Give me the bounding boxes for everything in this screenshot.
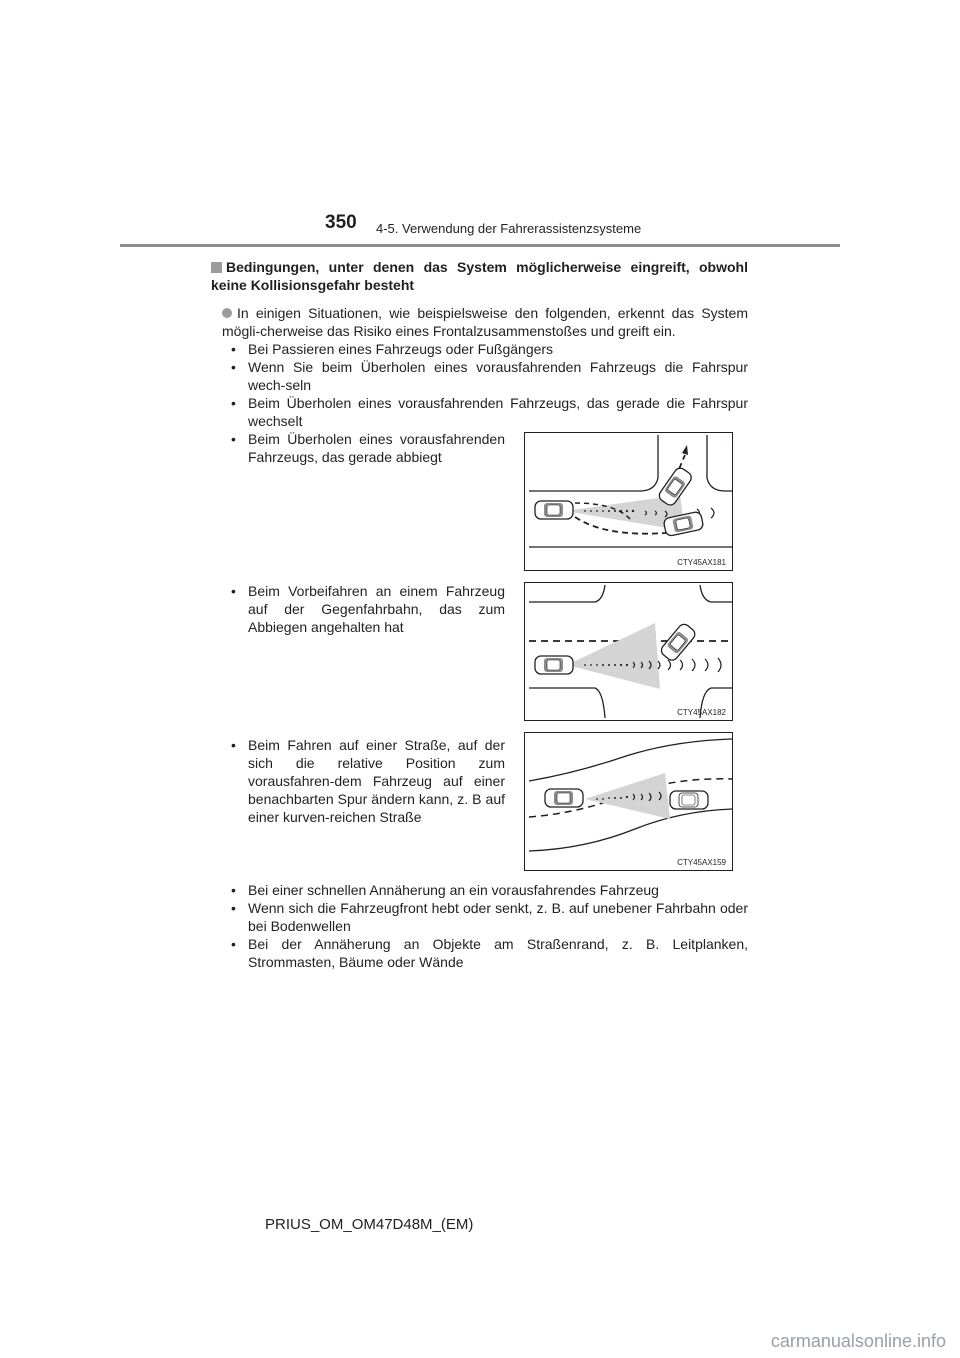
chapter-title: 4-5. Verwendung der Fahrerassistenzsysteme [376,221,642,236]
list-item: • Bei der Annäherung an Objekte am Straßenrand, z. B. Leitplanken, Strommasten, Bäume oder Wände [231,936,748,970]
list-item: • Beim Überholen eines vorausfahrenden Fahrzeugs, das gerade die Fahrspur wechselt [231,395,748,429]
list-item-text: Wenn Sie beim Überholen eines vorausfahrenden Fahrzeugs die Fahrspur wech-seln [248,359,748,393]
figure-curved-road [524,732,733,871]
round-bullet-icon [222,308,232,318]
list-item-text: Beim Vorbeifahren an einem Fahrzeug auf der Gegenfahrbahn, das zum Abbiegen angehalten hat [248,583,505,635]
list-item: • Beim Vorbeifahren an einem Fahrzeug auf der Gegenfahrbahn, das zum Abbiegen angehalten hat [231,583,505,635]
list-item-text: Beim Fahren auf einer Straße, auf der sich die relative Position zum vorausfahren-dem Fahrzeug auf einer benachbarten Spur ändern kann, z. B auf einer kurven-reichen Straße [248,737,505,825]
list-item: • Wenn sich die Fahrzeugfront hebt oder senkt, z. B. auf unebener Fahrbahn oder bei Bodenwellen [231,900,748,934]
list-item-text: Bei der Annäherung an Objekte am Straßenrand, z. B. Leitplanken, Strommasten, Bäume oder Wände [248,936,748,970]
watermark[interactable]: carmanualsonline.info [770,1331,946,1351]
car-icon [659,622,697,663]
square-bullet-icon [211,262,222,273]
list-item: • Wenn Sie beim Überholen eines vorausfahrenden Fahrzeugs die Fahrspur wech-seln [231,359,748,393]
figure-code: CTY45AX159 [677,858,726,867]
figure-turning-vehicle [524,432,733,571]
document-id: PRIUS_OM_OM47D48M_(EM) [265,1216,474,1233]
car-icon [535,656,573,674]
car-icon [545,789,583,807]
car-icon [670,791,708,809]
curved-road-illustration [525,733,732,870]
figure-oncoming-vehicle [524,582,733,721]
section-heading [211,258,748,294]
car-icon [657,466,694,507]
list-item-text: Beim Überholen eines vorausfahrenden Fahrzeugs, das gerade die Fahrspur wechselt [248,395,748,429]
list-item-text: Wenn sich die Fahrzeugfront hebt oder senkt, z. B. auf unebener Fahrbahn oder bei Bodenwellen [248,900,748,934]
list-item-text: Beim Überholen eines vorausfahrenden Fahrzeugs, das gerade abbiegt [248,431,505,465]
list-item: • Bei Passieren eines Fahrzeugs oder Fußgängers [231,340,748,358]
list-item: • Bei einer schnellen Annäherung an ein vorausfahrendes Fahrzeug [231,881,748,899]
car-icon [535,501,573,519]
oncoming-vehicle-illustration [525,583,732,720]
intro-paragraph [222,304,748,340]
turning-vehicle-illustration [525,433,732,570]
list-item-text: Bei Passieren eines Fahrzeugs oder Fußgängers [248,341,554,357]
list-item: • Beim Fahren auf einer Straße, auf der sich die relative Position zum vorausfahren-dem Fahrzeug auf einer benachbarten Spur ändern kann, z. B auf einer kurven-reichen Straße [231,737,505,825]
list-item: • Beim Überholen eines vorausfahrenden Fahrzeugs, das gerade abbiegt [231,431,505,465]
figure-code: CTY45AX181 [677,558,726,567]
header-rule [120,244,840,247]
page-number: 350 [325,212,357,233]
list-item-text: Bei einer schnellen Annäherung an ein vorausfahrendes Fahrzeug [248,882,659,898]
intro-text: In einigen Situationen, wie beispielsweise den folgenden, erkennt das System mögli-cherweise das Risiko eines Frontalzusammenstoßes und greift ein. [222,305,748,339]
section-heading-text: Bedingungen, unter denen das System möglicherweise eingreift, obwohl keine Kollisionsgefahr besteht [211,259,748,293]
figure-code: CTY45AX182 [677,708,726,717]
